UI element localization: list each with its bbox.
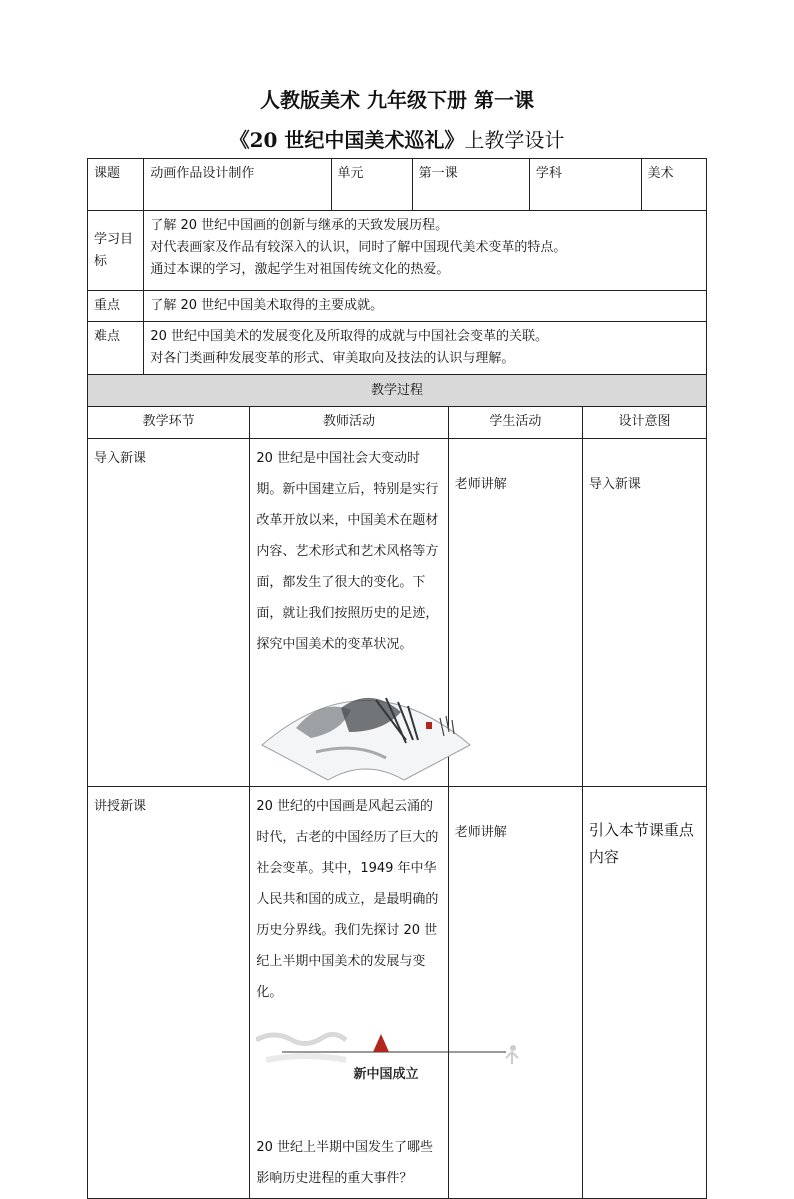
objective-line: 对代表画家及作品有较深入的认识，同时了解中国现代美术变革的特点。 xyxy=(150,240,567,255)
objective-line: 通过本课的学习，激起学生对祖国传统文化的热爱。 xyxy=(150,262,450,277)
teacher-activity-cell xyxy=(250,439,448,787)
lesson-title-suffix: 上教学设计 xyxy=(464,128,565,152)
subject-label: 学科 xyxy=(529,159,641,211)
topic-label: 课题 xyxy=(88,159,144,211)
difficulty-line: 对各门类画种发展变革的形式、审美取向及技法的认识与理解。 xyxy=(150,351,515,366)
fan-painting-image xyxy=(256,670,476,782)
document-subtitle xyxy=(0,124,794,153)
difficulty-row xyxy=(88,322,707,375)
teacher-activity-text: 20 世纪是中国社会大变动时期。新中国建立后，特别是实行改革开放以来，中国美术在题材内容、艺术形式和艺术风格等方面，都发生了很大的变化。下面，就让我们按照历史的足迹，探究中国美术的变革状况。 xyxy=(256,451,439,652)
lesson-title: 《20 世纪中国美术巡礼》 xyxy=(229,128,465,152)
key-point-label: 重点 xyxy=(88,291,144,322)
unit-value: 第一课 xyxy=(412,159,529,211)
intent-cell: 导入新课 xyxy=(582,439,706,787)
difficulty-text xyxy=(144,322,707,375)
objectives-row xyxy=(88,211,707,291)
teacher-activity-cell xyxy=(250,787,448,1199)
column-header-teacher: 教师活动 xyxy=(250,407,448,439)
stage-cell: 讲授新课 xyxy=(88,787,250,1199)
objective-line: 了解 20 世纪中国画的创新与继承的天致发展历程。 xyxy=(150,218,449,233)
teacher-activity-text: 20 世纪的中国画是风起云涌的时代，古老的中国经历了巨大的社会变革。其中，1949 年中华人民共和国的成立，是最明确的历史分界线。我们先探讨 20 世纪上半期中国美术的发展与变化。 xyxy=(256,799,439,1000)
process-row-intro xyxy=(88,439,707,787)
student-activity-cell: 老师讲解 xyxy=(448,787,582,1199)
student-activity-cell: 老师讲解 xyxy=(448,439,582,787)
process-title: 教学过程 xyxy=(88,375,707,407)
column-header-stage: 教学环节 xyxy=(88,407,250,439)
intent-cell: 引入本节课重点内容 xyxy=(582,787,706,1199)
objectives-text xyxy=(144,211,707,291)
objectives-label: 学习目标 xyxy=(88,211,144,291)
stage-cell: 导入新课 xyxy=(88,439,250,787)
discussion-question: 20 世纪上半期中国发生了哪些影响历史进程的重大事件？ xyxy=(256,1140,434,1186)
key-point-row xyxy=(88,291,707,322)
difficulty-line: 20 世纪中国美术的发展变化及所取得的成就与中国社会变革的关联。 xyxy=(150,329,549,344)
difficulty-label: 难点 xyxy=(88,322,144,375)
lesson-plan-table xyxy=(87,158,707,1199)
subject-value: 美术 xyxy=(641,159,706,211)
column-header-intent: 设计意图 xyxy=(582,407,706,439)
document-title: 人教版美术 九年级下册 第一课 xyxy=(260,88,534,112)
info-row xyxy=(88,159,707,211)
process-header-row xyxy=(88,407,707,439)
process-title-row xyxy=(88,375,707,407)
timeline-label: 新中国成立 xyxy=(353,1067,419,1082)
process-row-new-lesson xyxy=(88,787,707,1199)
key-point-text: 了解 20 世纪中国美术取得的主要成就。 xyxy=(144,291,707,322)
column-header-student: 学生活动 xyxy=(448,407,582,439)
unit-label: 单元 xyxy=(331,159,412,211)
topic-value: 动画作品设计制作 xyxy=(144,159,331,211)
